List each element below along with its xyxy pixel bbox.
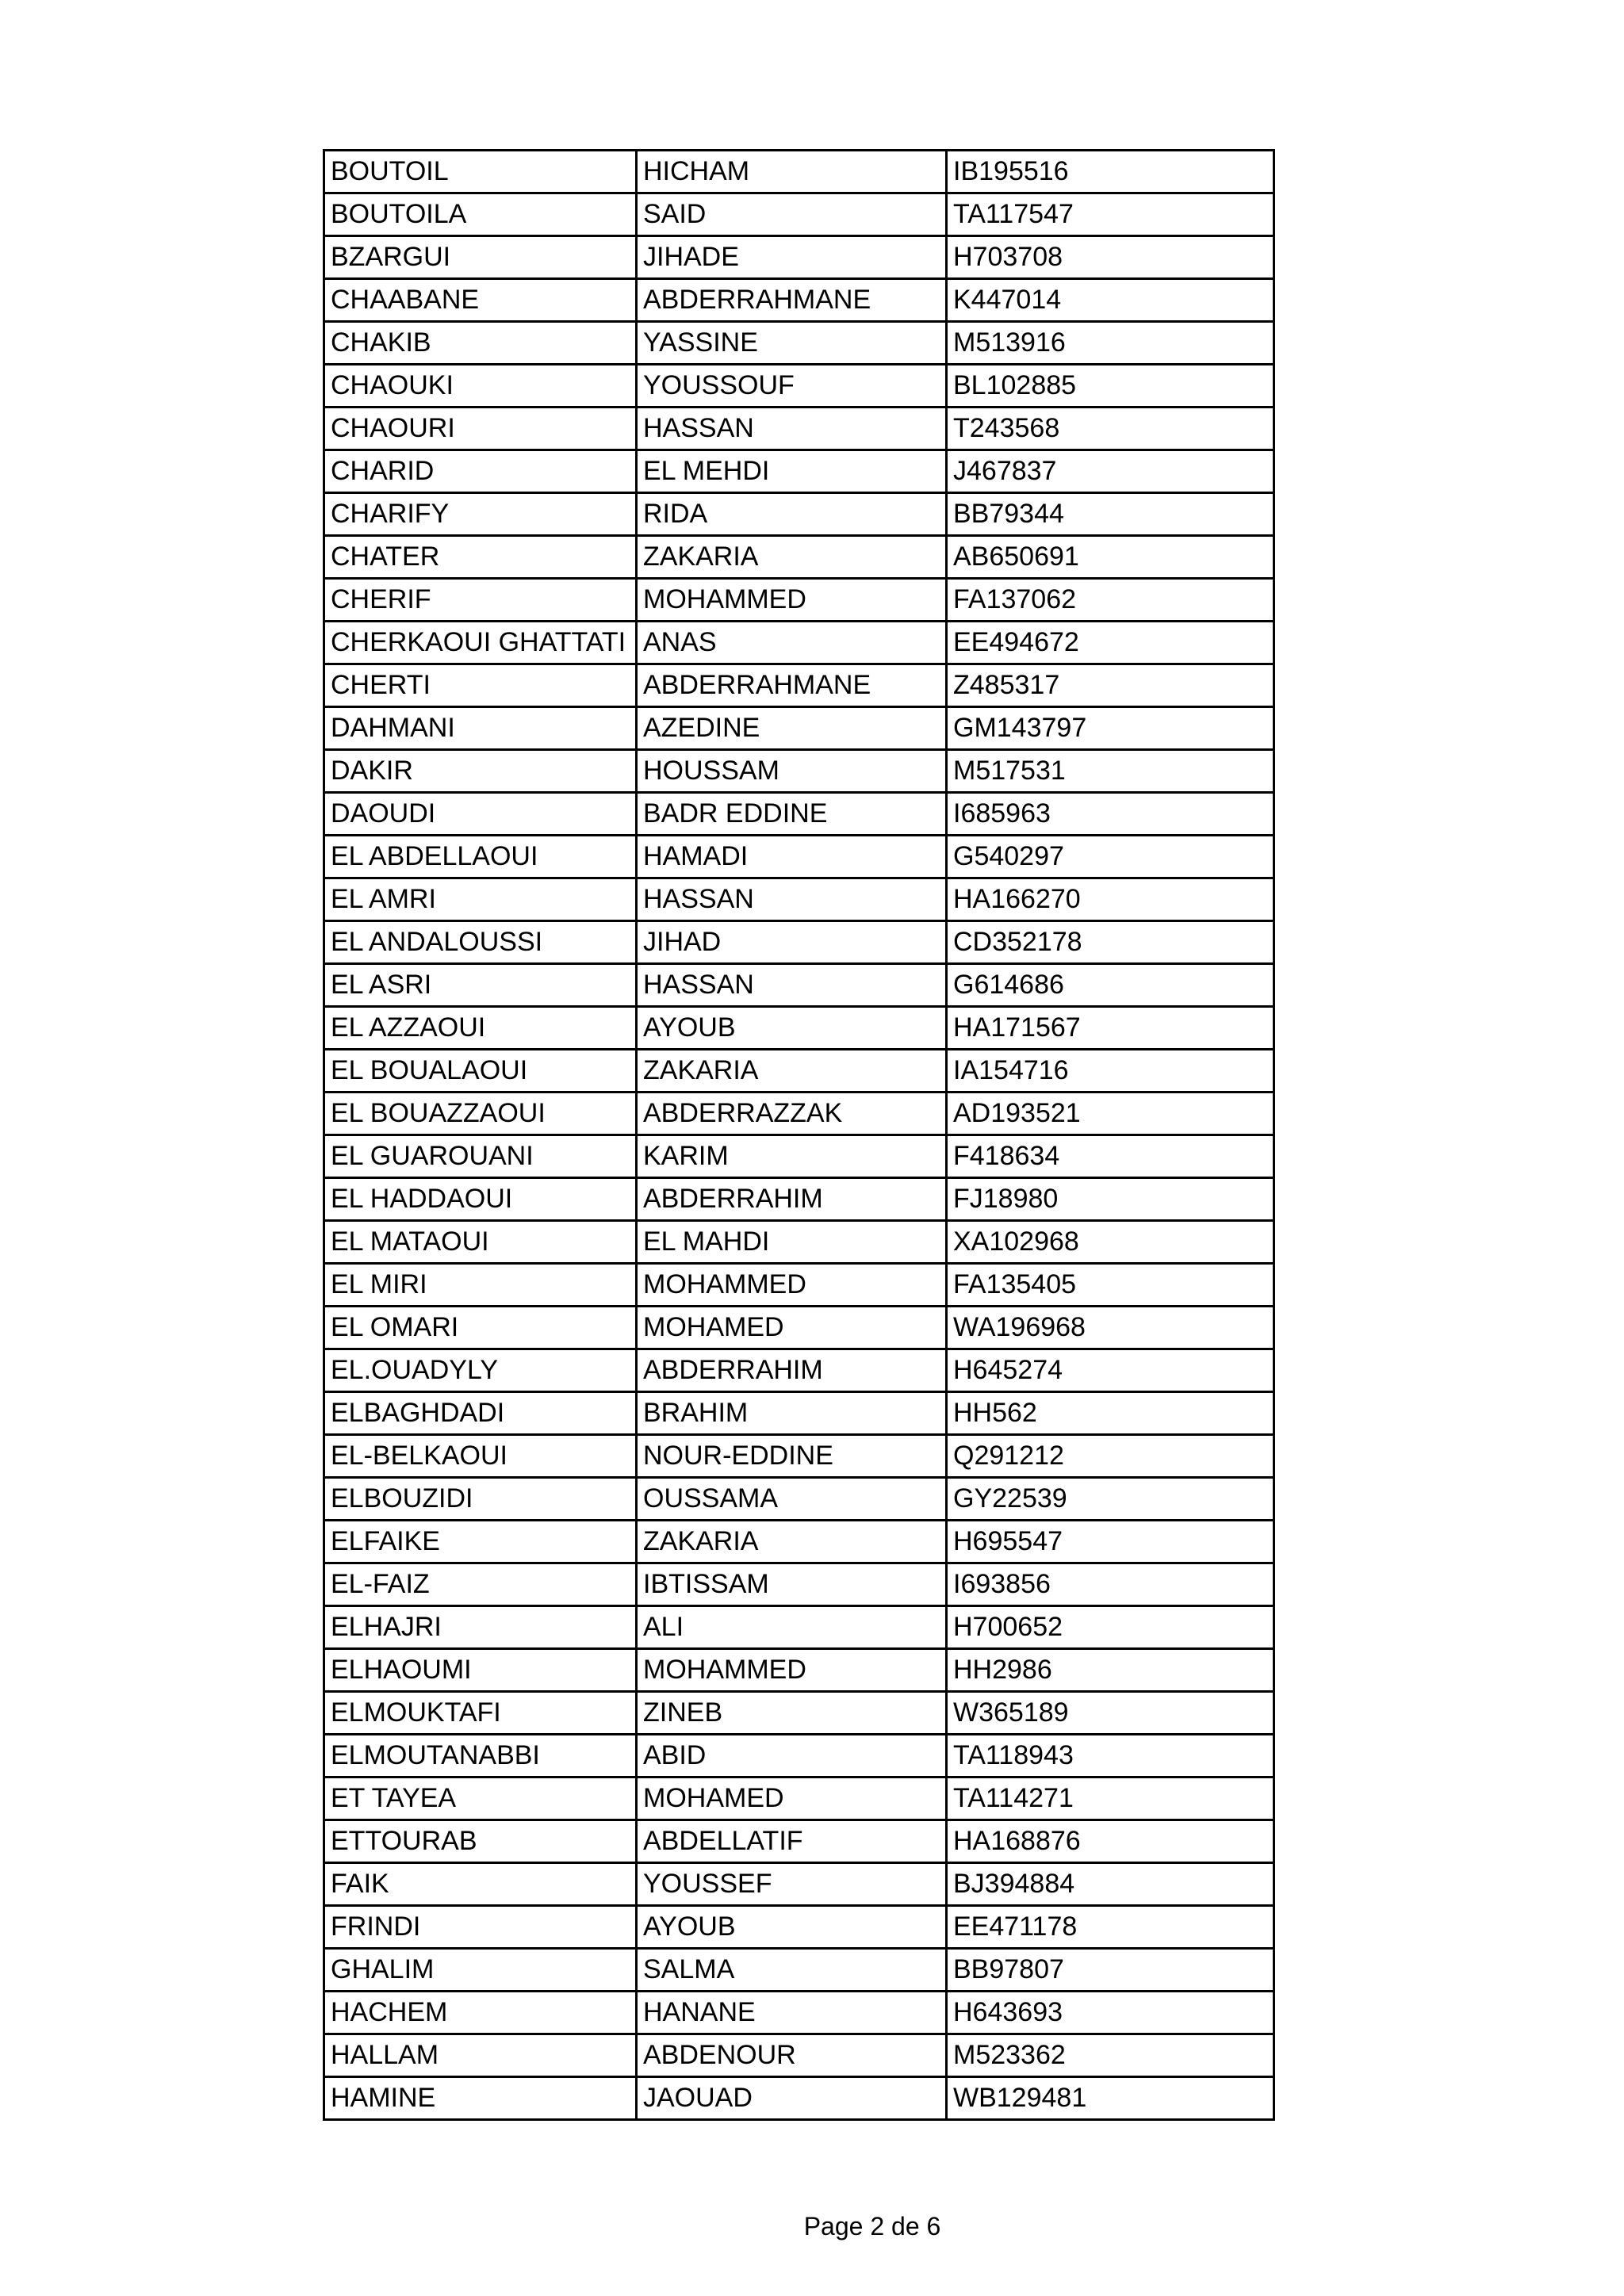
last-name-cell: EL.OUADYLY [324,1349,637,1392]
first-name-cell: YASSINE [637,322,947,365]
last-name-cell: FAIK [324,1863,637,1906]
last-name-cell: CHARIFY [324,493,637,536]
table-row [324,1992,1274,2034]
id-number-cell: HA168876 [947,1820,1274,1863]
table-row [324,365,1274,408]
table-row [324,1906,1274,1949]
last-name-cell: HAMINE [324,2077,637,2120]
last-name-cell: ET TAYEA [324,1777,637,1820]
first-name-cell: ABDERRAHMANE [637,279,947,322]
id-number-cell: IA154716 [947,1050,1274,1093]
table-row [324,707,1274,750]
id-number-cell: I685963 [947,793,1274,836]
roster-table [323,149,1275,2121]
last-name-cell: EL GUAROUANI [324,1135,637,1178]
first-name-cell: ABDERRAHIM [637,1178,947,1221]
table-row [324,322,1274,365]
id-number-cell: FJ18980 [947,1178,1274,1221]
id-number-cell: HA166270 [947,878,1274,921]
last-name-cell: EL ANDALOUSSI [324,921,637,964]
id-number-cell: F418634 [947,1135,1274,1178]
last-name-cell: ELBOUZIDI [324,1478,637,1521]
last-name-cell: DAHMANI [324,707,637,750]
first-name-cell: MOHAMED [637,1777,947,1820]
last-name-cell: CHAKIB [324,322,637,365]
last-name-cell: FRINDI [324,1906,637,1949]
id-number-cell: WA196968 [947,1307,1274,1349]
id-number-cell: BJ394884 [947,1863,1274,1906]
first-name-cell: ABDERRAHMANE [637,664,947,707]
id-number-cell: M513916 [947,322,1274,365]
first-name-cell: NOUR-EDDINE [637,1435,947,1478]
table-row [324,1349,1274,1392]
id-number-cell: GM143797 [947,707,1274,750]
last-name-cell: EL MATAOUI [324,1221,637,1264]
first-name-cell: EL MAHDI [637,1221,947,1264]
table-row [324,1563,1274,1606]
id-number-cell: Q291212 [947,1435,1274,1478]
first-name-cell: ABDERRAHIM [637,1349,947,1392]
id-number-cell: BL102885 [947,365,1274,408]
last-name-cell: EL OMARI [324,1307,637,1349]
first-name-cell: AYOUB [637,1906,947,1949]
last-name-cell: ELHAJRI [324,1606,637,1649]
last-name-cell: CHAOUKI [324,365,637,408]
last-name-cell: EL-FAIZ [324,1563,637,1606]
table-row [324,1264,1274,1307]
id-number-cell: TA118943 [947,1735,1274,1777]
last-name-cell: CHERKAOUI GHATTATI [324,622,637,664]
first-name-cell: KARIM [637,1135,947,1178]
table-row [324,2034,1274,2077]
id-number-cell: T243568 [947,408,1274,450]
table-row [324,1692,1274,1735]
first-name-cell: ALI [637,1606,947,1649]
last-name-cell: EL ASRI [324,964,637,1007]
table-row [324,1221,1274,1264]
first-name-cell: ZAKARIA [637,536,947,579]
id-number-cell: GY22539 [947,1478,1274,1521]
table-row [324,921,1274,964]
first-name-cell: BRAHIM [637,1392,947,1435]
table-row [324,878,1274,921]
id-number-cell: FA137062 [947,579,1274,622]
last-name-cell: ELMOUTANABBI [324,1735,637,1777]
id-number-cell: I693856 [947,1563,1274,1606]
last-name-cell: EL HADDAOUI [324,1178,637,1221]
first-name-cell: JAOUAD [637,2077,947,2120]
last-name-cell: ELBAGHDADI [324,1392,637,1435]
id-number-cell: WB129481 [947,2077,1274,2120]
first-name-cell: ANAS [637,622,947,664]
id-number-cell: HH562 [947,1392,1274,1435]
first-name-cell: SAID [637,193,947,236]
id-number-cell: H645274 [947,1349,1274,1392]
id-number-cell: H700652 [947,1606,1274,1649]
last-name-cell: EL AZZAOUI [324,1007,637,1050]
table-row [324,750,1274,793]
last-name-cell: GHALIM [324,1949,637,1992]
first-name-cell: YOUSSOUF [637,365,947,408]
last-name-cell: BZARGUI [324,236,637,279]
last-name-cell: CHARID [324,450,637,493]
table-row [324,1863,1274,1906]
first-name-cell: HANANE [637,1992,947,2034]
table-row [324,1820,1274,1863]
first-name-cell: BADR EDDINE [637,793,947,836]
first-name-cell: OUSSAMA [637,1478,947,1521]
id-number-cell: HA171567 [947,1007,1274,1050]
id-number-cell: XA102968 [947,1221,1274,1264]
table-row [324,622,1274,664]
last-name-cell: CHAABANE [324,279,637,322]
table-row [324,450,1274,493]
last-name-cell: EL AMRI [324,878,637,921]
last-name-cell: HALLAM [324,2034,637,2077]
id-number-cell: G540297 [947,836,1274,878]
table-row [324,151,1274,193]
id-number-cell: CD352178 [947,921,1274,964]
table-row [324,193,1274,236]
table-row [324,279,1274,322]
first-name-cell: ABID [637,1735,947,1777]
first-name-cell: EL MEHDI [637,450,947,493]
id-number-cell: J467837 [947,450,1274,493]
table-row [324,964,1274,1007]
id-number-cell: H703708 [947,236,1274,279]
table-row [324,1050,1274,1093]
first-name-cell: ZAKARIA [637,1521,947,1563]
first-name-cell: RIDA [637,493,947,536]
first-name-cell: ZAKARIA [637,1050,947,1093]
id-number-cell: K447014 [947,279,1274,322]
table-row [324,1392,1274,1435]
first-name-cell: IBTISSAM [637,1563,947,1606]
id-number-cell: FA135405 [947,1264,1274,1307]
first-name-cell: JIHAD [637,921,947,964]
table-row [324,1093,1274,1135]
roster-table-body [324,151,1274,2120]
first-name-cell: MOHAMMED [637,1264,947,1307]
table-row [324,2077,1274,2120]
last-name-cell: ELHAOUMI [324,1649,637,1692]
id-number-cell: BB97807 [947,1949,1274,1992]
id-number-cell: M523362 [947,2034,1274,2077]
last-name-cell: ELFAIKE [324,1521,637,1563]
table-row [324,1178,1274,1221]
last-name-cell: HACHEM [324,1992,637,2034]
last-name-cell: BOUTOIL [324,151,637,193]
first-name-cell: HASSAN [637,964,947,1007]
first-name-cell: HAMADI [637,836,947,878]
table-row [324,536,1274,579]
table-row [324,1649,1274,1692]
id-number-cell: H643693 [947,1992,1274,2034]
first-name-cell: MOHAMMED [637,1649,947,1692]
last-name-cell: ELMOUKTAFI [324,1692,637,1735]
first-name-cell: YOUSSEF [637,1863,947,1906]
last-name-cell: EL MIRI [324,1264,637,1307]
id-number-cell: G614686 [947,964,1274,1007]
table-row [324,1606,1274,1649]
first-name-cell: MOHAMED [637,1307,947,1349]
first-name-cell: ABDERRAZZAK [637,1093,947,1135]
id-number-cell: H695547 [947,1521,1274,1563]
last-name-cell: BOUTOILA [324,193,637,236]
table-row [324,1307,1274,1349]
table-row [324,1735,1274,1777]
first-name-cell: MOHAMMED [637,579,947,622]
last-name-cell: EL BOUAZZAOUI [324,1093,637,1135]
last-name-cell: DAKIR [324,750,637,793]
table-row [324,664,1274,707]
last-name-cell: CHERIF [324,579,637,622]
table-row [324,793,1274,836]
first-name-cell: ZINEB [637,1692,947,1735]
first-name-cell: AZEDINE [637,707,947,750]
table-row [324,1435,1274,1478]
id-number-cell: TA117547 [947,193,1274,236]
last-name-cell: EL BOUALAOUI [324,1050,637,1093]
id-number-cell: EE494672 [947,622,1274,664]
first-name-cell: HASSAN [637,878,947,921]
last-name-cell: CHAOURI [324,408,637,450]
first-name-cell: AYOUB [637,1007,947,1050]
first-name-cell: JIHADE [637,236,947,279]
last-name-cell: CHATER [324,536,637,579]
table-row [324,836,1274,878]
table-row [324,408,1274,450]
id-number-cell: W365189 [947,1692,1274,1735]
first-name-cell: ABDELLATIF [637,1820,947,1863]
first-name-cell: HICHAM [637,151,947,193]
first-name-cell: HOUSSAM [637,750,947,793]
first-name-cell: ABDENOUR [637,2034,947,2077]
id-number-cell: IB195516 [947,151,1274,193]
id-number-cell: Z485317 [947,664,1274,707]
last-name-cell: EL ABDELLAOUI [324,836,637,878]
id-number-cell: BB79344 [947,493,1274,536]
id-number-cell: HH2986 [947,1649,1274,1692]
table-row [324,1777,1274,1820]
id-number-cell: TA114271 [947,1777,1274,1820]
table-row [324,1521,1274,1563]
id-number-cell: M517531 [947,750,1274,793]
last-name-cell: CHERTI [324,664,637,707]
id-number-cell: AB650691 [947,536,1274,579]
first-name-cell: SALMA [637,1949,947,1992]
id-number-cell: EE471178 [947,1906,1274,1949]
last-name-cell: EL-BELKAOUI [324,1435,637,1478]
id-number-cell: AD193521 [947,1093,1274,1135]
table-row [324,493,1274,536]
first-name-cell: HASSAN [637,408,947,450]
last-name-cell: DAOUDI [324,793,637,836]
table-row [324,1007,1274,1050]
table-row [324,236,1274,279]
last-name-cell: ETTOURAB [324,1820,637,1863]
table-row [324,1135,1274,1178]
table-row [324,1478,1274,1521]
table-row [324,579,1274,622]
table-row [324,1949,1274,1992]
page-number: Page 2 de 6 [803,2212,941,2241]
